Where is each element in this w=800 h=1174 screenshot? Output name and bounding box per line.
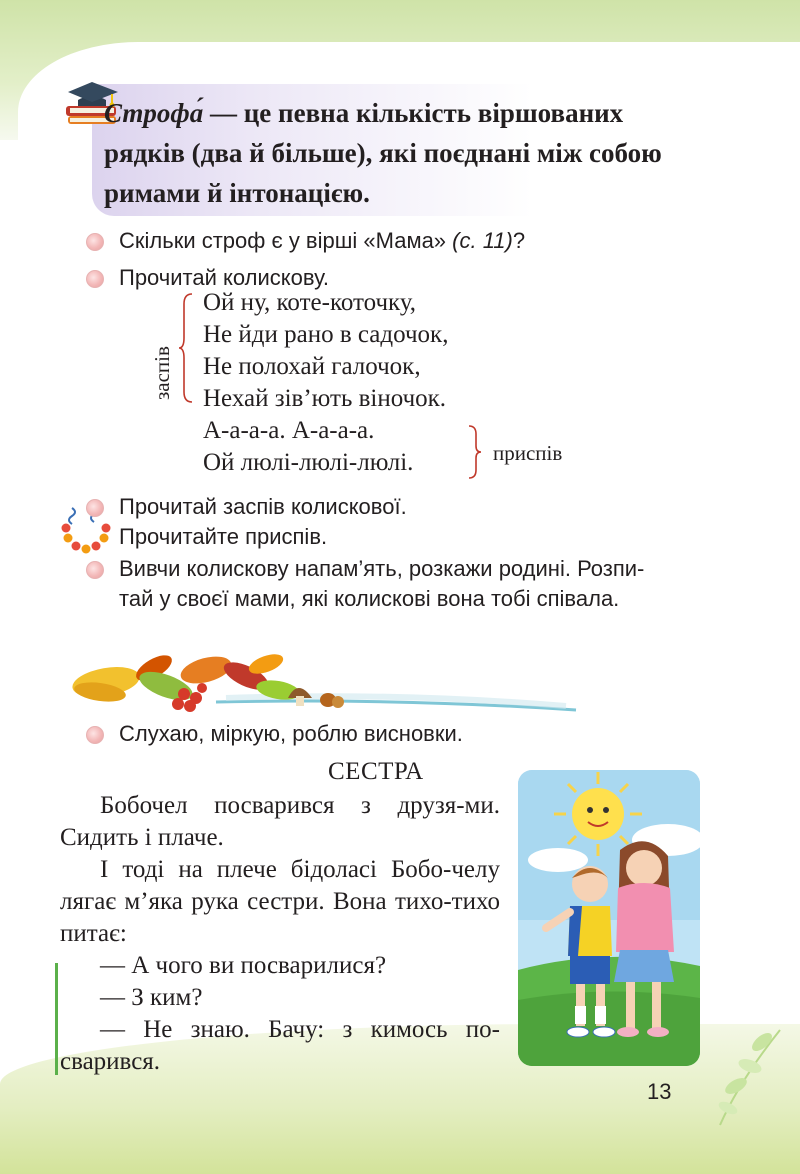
dialogue-line: — Не знаю. Бачу: з кимось по-сварився. xyxy=(60,1016,500,1075)
bullet-icon xyxy=(86,726,104,744)
dialogue-line: — З ким? xyxy=(100,984,203,1011)
verse-label: заспів xyxy=(150,346,174,400)
story-paragraph: І тоді на плече бідоласі Бобо-челу лягає м’яка рука сестри. Вона тихо-тихо питає: xyxy=(60,856,500,947)
autumn-leaves-divider xyxy=(66,640,586,720)
bullet-icon xyxy=(86,233,104,251)
bullet-icon xyxy=(86,561,104,579)
verse-bracket xyxy=(178,292,194,404)
verse-line: Ой ну, коте-коточку, xyxy=(203,289,417,316)
refrain-line: А-а-а-а. А-а-а-а. xyxy=(203,417,375,444)
bullet-icon xyxy=(86,499,104,517)
verse-line: Не йди рано в садочок, xyxy=(203,321,449,348)
task-learn-line1: Вивчи колискову напам’ять, розкажи родині. Розпи- xyxy=(119,556,645,581)
task-learn-line2: тай у своєї мами, які колискові вона тобі співала. xyxy=(119,586,620,611)
task-read-refrain: Прочитайте приспів. xyxy=(119,524,328,549)
dialogue-line: — А чого ви посварилися? xyxy=(100,952,387,979)
refrain-label: приспів xyxy=(493,441,563,465)
story-title: СЕСТРА xyxy=(328,758,424,785)
definition-term: Строфа́ xyxy=(104,98,204,128)
lullaby-poem xyxy=(203,287,448,479)
bullet-icon xyxy=(86,270,104,288)
task-read-verse: Прочитай заспів колискової. xyxy=(119,494,407,519)
refrain-bracket xyxy=(467,424,483,480)
story-text xyxy=(60,790,500,1078)
task-listen: Слухаю, міркую, роблю висновки. xyxy=(119,721,463,746)
definition-line3: римами й інтонацією. xyxy=(104,178,370,208)
story-paragraph: Бобочел посварився з друзя-ми. Сидить і плаче. xyxy=(60,792,500,851)
leaf-sprig-icon xyxy=(700,1020,790,1130)
verse-line: Не полохай галочок, xyxy=(203,353,421,380)
children-sun-illustration xyxy=(518,770,700,1066)
task-strophes-count: Скільки строф є у вірші «Мама» (с. 11)? xyxy=(119,228,526,253)
definition-line1: — це певна кількість віршованих xyxy=(203,98,624,128)
definition-line2: рядків (два й більше), які поєднані між собою xyxy=(104,138,662,168)
definition-text xyxy=(104,93,714,213)
dialogue-bar xyxy=(55,963,58,1075)
page-number: 13 xyxy=(647,1079,672,1104)
verse-line: Нехай зів’ють віночок. xyxy=(203,385,447,412)
refrain-line: Ой люлі-люлі-люлі. xyxy=(203,449,414,476)
task-read-lullaby: Прочитай колискову. xyxy=(119,265,329,290)
